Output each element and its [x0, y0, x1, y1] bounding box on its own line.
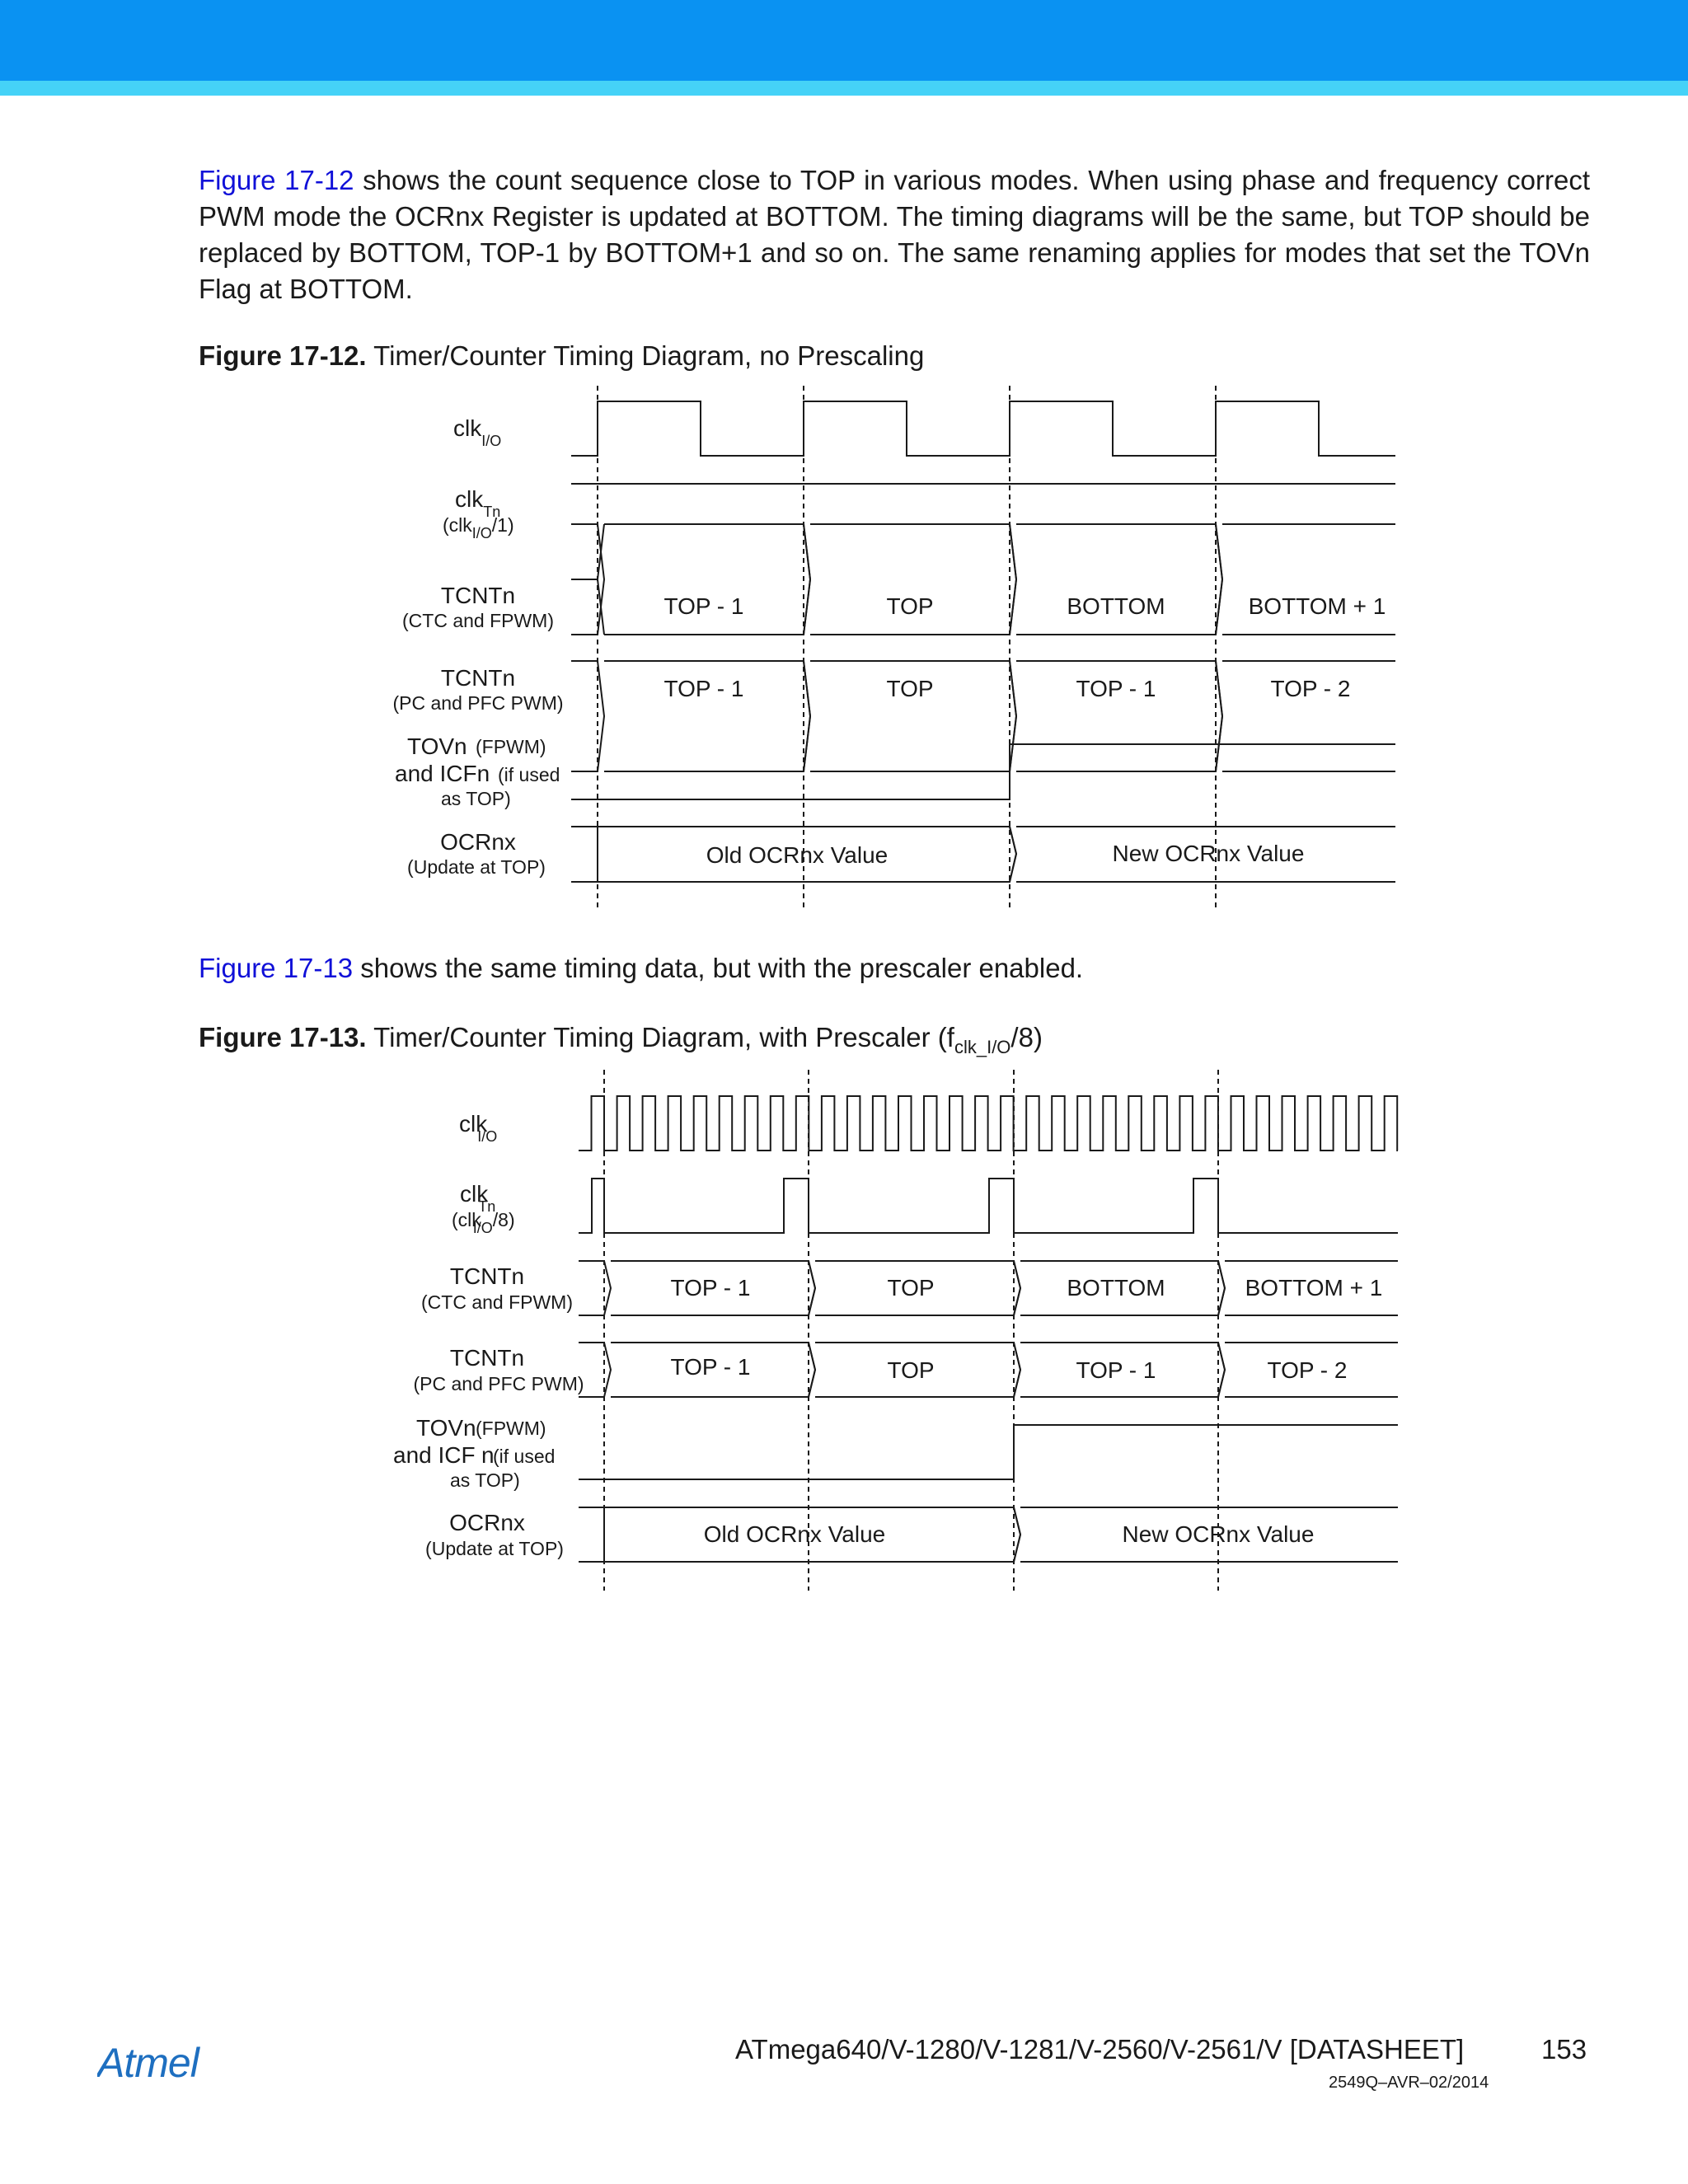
tcnt-pc-value: TOP - 1: [670, 1354, 751, 1380]
clktn-waveform: [579, 1179, 1398, 1233]
figure-17-13-caption: [199, 1019, 1043, 1066]
tcnt-ctc-value: TOP: [886, 593, 934, 619]
tcnt-ctc-value: BOTTOM: [1067, 593, 1165, 619]
tov-astop: as TOP): [450, 1469, 520, 1491]
ocr-old-value: Old OCRnx Value: [706, 842, 889, 868]
page-number: 153: [1541, 2034, 1587, 2064]
clktn-label: clkTn: [460, 1181, 496, 1215]
clktn-label: clk$_{Tn}$: [455, 486, 501, 520]
tcnt-pc-value: TOP: [886, 676, 934, 701]
tcnt-ctc-value: BOTTOM + 1: [1248, 593, 1386, 619]
document-id: 2549Q–AVR–02/2014: [1329, 2074, 1489, 2092]
ocr-note: (Update at TOP): [425, 1538, 564, 1559]
caption-text: Timer/Counter Timing Diagram, with Prescaler (f: [366, 1022, 954, 1052]
figure-17-13-diagram: [0, 1063, 1688, 1599]
tcnt-ctc-value: TOP - 1: [670, 1275, 751, 1301]
header-stripe: [0, 81, 1688, 96]
clkio-waveform: [571, 401, 1395, 456]
caption-label: Figure 17-12.: [199, 340, 367, 371]
caption-text-end: /8): [1010, 1022, 1043, 1052]
figure-17-12-caption: [199, 338, 924, 374]
tcnt-pc-value: TOP - 2: [1270, 676, 1351, 701]
tcnt-ctc-note: (CTC and FPWM): [402, 610, 554, 631]
tov-astop: as TOP): [441, 788, 511, 809]
ocr-new-value: New OCRnx Value: [1112, 841, 1305, 866]
caption-subscript: clk_I/O: [954, 1037, 1011, 1057]
tcnt-pc-value: TOP - 2: [1267, 1357, 1348, 1383]
tcnt-pc-value: TOP - 1: [1076, 1357, 1156, 1383]
header-bar: [0, 0, 1688, 81]
tov-mode: (FPWM): [476, 736, 546, 757]
tcnt-ctc-label: TCNTn: [440, 583, 516, 608]
atmel-logo: [97, 2037, 237, 2087]
tcnt-ctc-value: BOTTOM: [1067, 1275, 1165, 1301]
svg-text:Atmel: Atmel: [97, 2040, 199, 2086]
ocr-label: OCRnx: [449, 1510, 525, 1535]
tov-ifused: (if used: [498, 764, 560, 785]
tcnt-ctc-value: TOP: [887, 1275, 935, 1301]
ocr-new-value: New OCRnx Value: [1122, 1521, 1315, 1547]
tcnt-ctc-label: TCNTn: [449, 1263, 525, 1289]
tov-mode: (FPWM): [476, 1418, 546, 1439]
ocr-label: OCRnx: [440, 829, 516, 855]
ocr-note: (Update at TOP): [407, 856, 546, 878]
tov-and-icf-n: n: [481, 1442, 495, 1468]
tov-and-icf: and ICF: [393, 1442, 476, 1468]
middle-text: shows the same timing data, but with the prescaler enabled.: [353, 953, 1084, 983]
middle-paragraph: [199, 950, 1590, 987]
tcnt-pc-note: (PC and PFC PWM): [413, 1373, 584, 1394]
tcnt-pc-value: TOP - 1: [1076, 676, 1156, 701]
tov-label: TOVn: [416, 1415, 476, 1441]
footer-title: ATmega640/V-1280/V-1281/V-2560/V-2561/V [DATASHEET]: [735, 2034, 1465, 2064]
tcnt-pc-value: TOP - 1: [663, 676, 744, 701]
ocr-old-value: Old OCRnx Value: [703, 1521, 886, 1547]
intro-paragraph: [199, 162, 1590, 307]
tcnt-pc-label: TCNTn: [449, 1345, 525, 1371]
figure-17-13-link[interactable]: Figure 17-13: [199, 953, 354, 983]
tcnt-ctc-value: BOTTOM + 1: [1245, 1275, 1383, 1301]
tcnt-ctc-note: (CTC and FPWM): [421, 1291, 573, 1313]
tov-ifused: (if used: [493, 1446, 556, 1467]
clkio-label: clkI/O: [459, 1111, 498, 1145]
tov-label: TOVn: [407, 733, 467, 759]
tcnt-pc-note: (PC and PFC PWM): [392, 692, 564, 714]
clktn-note: (clkI/O/8): [452, 1209, 515, 1236]
tcnt-pc-label: TCNTn: [440, 665, 516, 691]
clkio-waveform: [579, 1096, 1398, 1151]
caption-label: Figure 17-13.: [199, 1022, 367, 1052]
figure-17-12-diagram: [0, 379, 1688, 923]
clkio-label: clk$_{I/O}$: [453, 415, 502, 449]
tov-and-icf: and ICFn: [395, 761, 490, 786]
tcnt-ctc-value: TOP - 1: [663, 593, 744, 619]
tov-waveform: [579, 1425, 1398, 1479]
caption-text: Timer/Counter Timing Diagram, no Prescaling: [366, 340, 925, 371]
tcnt-pc-value: TOP: [887, 1357, 935, 1383]
intro-text: shows the count sequence close to TOP in various modes. When using phase and frequency correct PWM mode the OCRnx Register is updated at BOTTOM. The timing diagrams will be the same, but TOP should be replaced by BOTTOM, TOP-1 by BOTTOM+1 and so on. The same renaming applies for modes that set the TOVn Flag at BOTTOM.: [199, 165, 1590, 304]
clktn-note: (clk$_{I/O}$/1): [443, 514, 514, 541]
figure-17-12-link[interactable]: Figure 17-12: [199, 165, 354, 195]
